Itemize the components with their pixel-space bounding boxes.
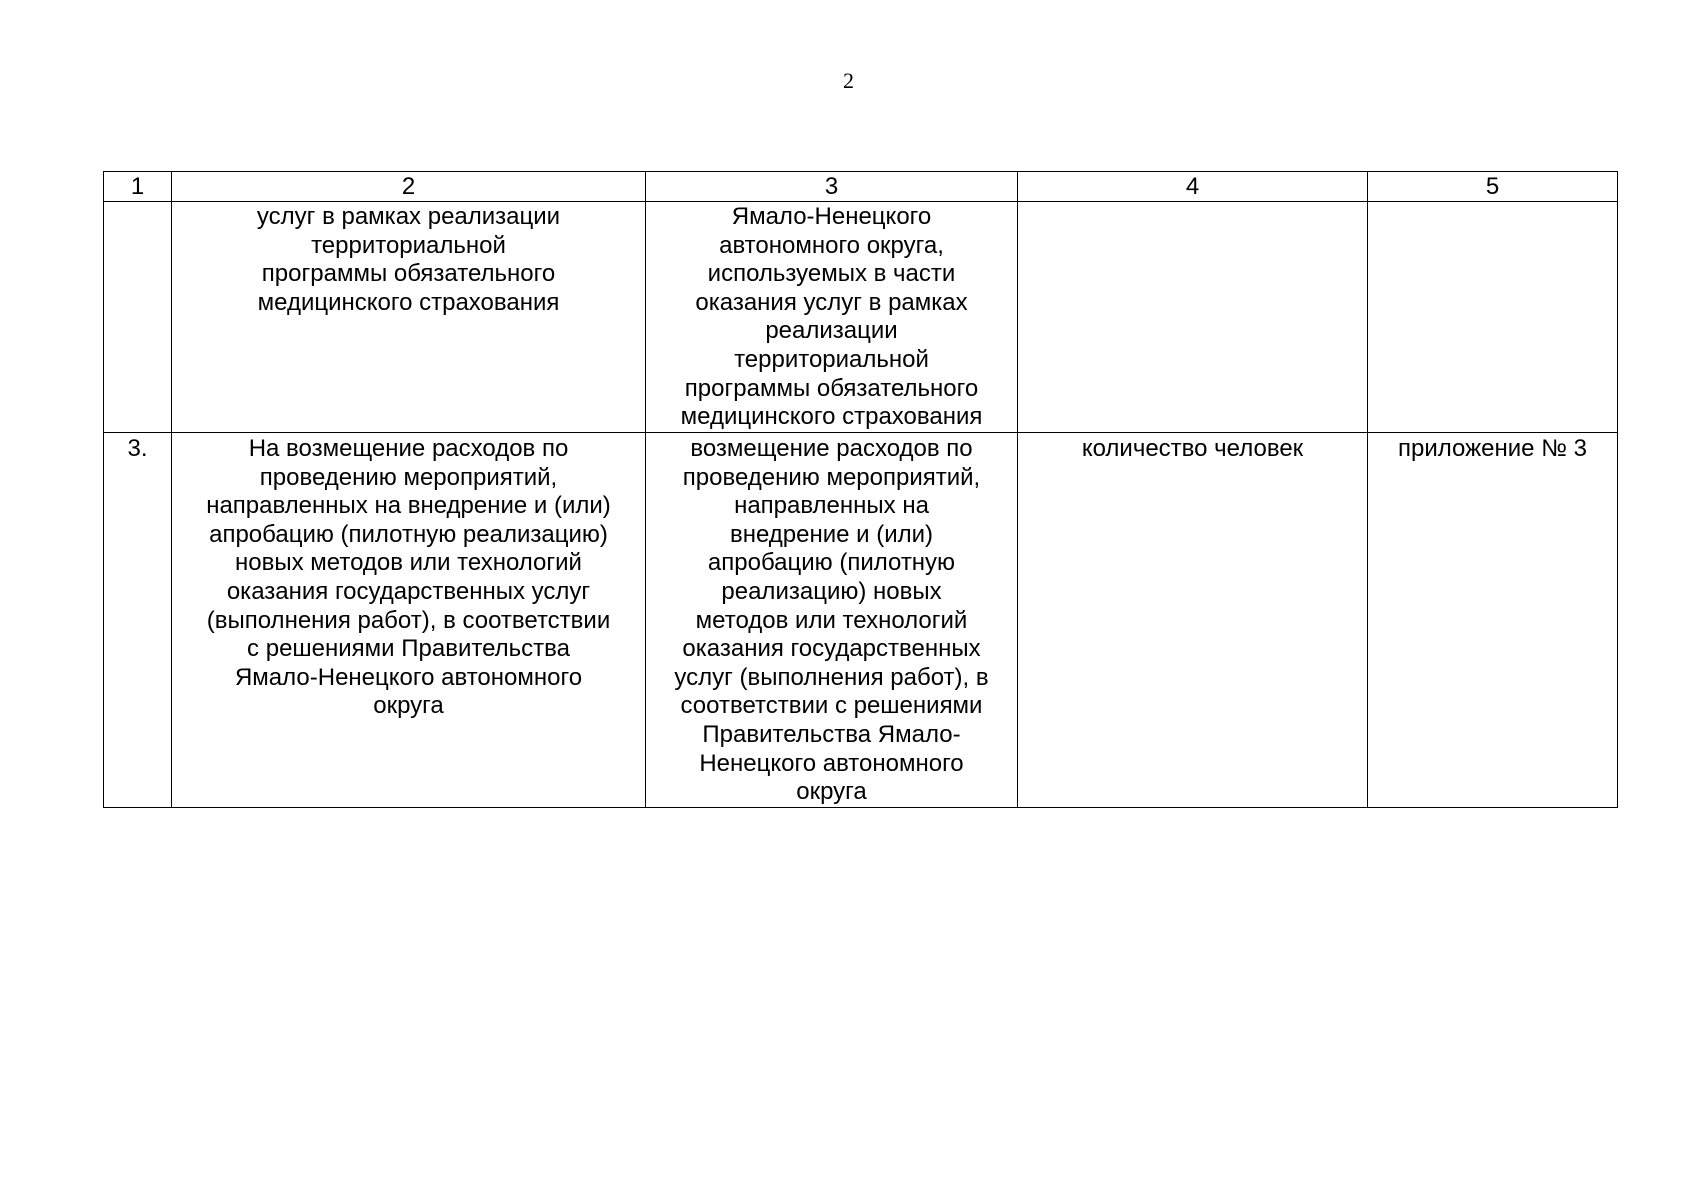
cell-text-line: возмещение расходов по [690,435,973,462]
cell-text-line: используемых в части [707,260,956,288]
cell-text-line: оказания государственных [682,635,981,663]
cell-text-line: медицинского страхования [680,403,983,431]
cell-text-line: оказания государственных услуг [226,577,591,605]
cell-description [172,433,646,808]
cell-text-line: округа [373,692,444,720]
cell-text-line: новых методов или технологий [235,549,582,577]
cell-text-line: проведению мероприятий, [259,463,558,491]
header-cell-1: 1 [104,172,172,202]
cell-text-line: программы обязательного [684,374,979,402]
table-row [104,202,1618,433]
cell-text-line: реализации [765,317,898,345]
cell-text-line: медицинского страхования [257,288,560,316]
table-row [104,433,1618,808]
cell-text-line: Ямало-Ненецкого автономного [234,663,583,691]
data-table [103,171,1618,808]
header-cell-3: 3 [646,172,1018,202]
cell-text-line: приложение № 3 [1398,435,1587,462]
cell-text-line: реализацию) новых [721,577,942,605]
cell-text-line: направленных на [734,492,929,520]
cell-purpose [646,202,1018,433]
cell-number [104,202,172,433]
cell-text-line: Ненецкого автономного [699,749,964,777]
cell-text-line: округа [796,778,867,806]
cell-text-line: программы обязательного [261,260,556,288]
cell-text-line: соответствии с решениями [680,692,983,720]
cell-text-line: оказания услуг в рамках [695,288,968,316]
cell-text-line: автономного округа, [719,231,944,259]
header-cell-4: 4 [1018,172,1368,202]
cell-purpose [646,433,1018,808]
cell-text-line: Правительства Ямало- [702,720,961,748]
cell-text-line: 3. [127,435,148,462]
cell-text-line: Ямало-Ненецкого [731,203,932,230]
cell-text-line: На возмещение расходов по [248,435,569,462]
cell-text-line: услуг в рамках реализации [256,203,561,230]
cell-reference [1368,433,1618,808]
header-cell-5: 5 [1368,172,1618,202]
cell-text-line: направленных на внедрение и (или) [206,492,611,520]
cell-number [104,433,172,808]
cell-text-line: территориальной [311,231,506,259]
cell-text-line: апробацию (пилотную [707,549,956,577]
cell-indicator [1018,433,1368,808]
cell-text-line: услуг (выполнения работ), в [674,663,989,691]
cell-indicator [1018,202,1368,433]
cell-text-line: количество человек [1081,435,1304,462]
cell-text-line: апробацию (пилотную реализацию) [209,520,608,548]
page-number: 2 [843,68,854,93]
cell-text-line: внедрение и (или) [729,520,934,548]
cell-text-line: территориальной [734,345,929,373]
cell-text-line: проведению мероприятий, [682,463,981,491]
cell-text-line: методов или технологий [695,606,968,634]
header-cell-2: 2 [172,172,646,202]
cell-text-line: с решениями Правительства [247,635,570,663]
cell-reference [1368,202,1618,433]
table-header-row [104,172,1618,202]
cell-description [172,202,646,433]
cell-text-line: (выполнения работ), в соответствии [206,606,611,634]
